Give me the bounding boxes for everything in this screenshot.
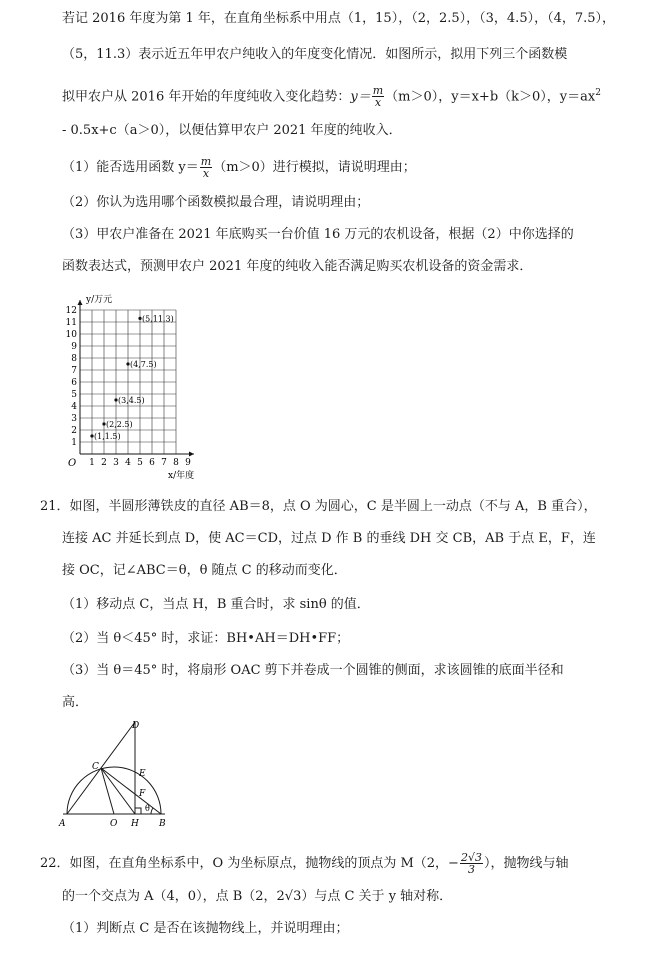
segment-CH (101, 768, 135, 814)
fraction-m-over-x (372, 85, 384, 108)
y-tick-label: 12 (65, 306, 77, 316)
fraction-numerator: m (372, 84, 384, 98)
income-scatter-graph (60, 292, 210, 487)
x-tick-label: 4 (125, 458, 131, 468)
angle-arc-theta (151, 808, 153, 814)
y-tick-label: 7 (71, 366, 77, 376)
q22-line-1-rest: ），抛物线与轴 (483, 856, 569, 871)
q20-part-3-line-2: 函数表达式，预测甲农户 2021 年度的纯收入能否满足购买农机设备的资金需求． (62, 259, 533, 274)
q22-line-1 (40, 852, 568, 875)
y-tick-label: 4 (71, 402, 77, 412)
q22-line-2: 的一个交点为 A（4，0），点 B（2，2√3）与点 C 关于 y 轴对称． (62, 889, 453, 904)
label-E: E (139, 769, 146, 779)
y-axis-label: y/万元 (86, 295, 113, 305)
segment-OC (101, 768, 114, 814)
label-O: O (110, 819, 118, 829)
graph-data-points (90, 314, 173, 441)
x-tick-label: 2 (101, 458, 107, 468)
x-axis-label: x/年度 (168, 471, 195, 481)
right-angle-mark (135, 808, 141, 814)
fraction-m-over-x (200, 156, 212, 179)
q21-part-3-line-2: 高． (62, 695, 89, 710)
q20-part-2: （2）你认为选用哪个函数模拟最合理，请说明理由； (62, 195, 370, 210)
q21-line-3: 接 OC，记∠ABC＝θ，θ 随点 C 的移动而变化． (62, 563, 347, 578)
y-tick-label: 3 (71, 414, 77, 424)
q20-line-2: （5，11.3）表示近五年甲农户纯收入的年度变化情况．如图所示，拟用下列三个函数模 (62, 47, 568, 62)
x-tick-label: 1 (89, 458, 95, 468)
label-A: A (59, 819, 66, 829)
fraction-denominator: x (202, 167, 210, 180)
segment-CB (101, 768, 161, 814)
q20-y-eq: y＝ (350, 89, 371, 105)
semicircle-figure (55, 716, 195, 836)
q20-line-3-rest: （m＞0），y＝x+b（k＞0），y＝ax (385, 89, 596, 105)
q21-part-2: （2）当 θ＜45° 时，求证：BH•AH＝DH•FF； (62, 631, 350, 646)
y-tick-label: 11 (65, 318, 77, 328)
x-tick-label: 6 (149, 458, 155, 468)
origin-label: O (68, 458, 77, 469)
q20-part-1-rest: （m＞0）进行模拟，请说明理由； (213, 160, 416, 175)
data-point-label: (1,1.5) (94, 432, 121, 441)
data-point-label: (5,11.3) (142, 314, 174, 324)
q20-part-1 (62, 156, 416, 179)
q20-part-3-line-1: （3）甲农户准备在 2021 年底购买一台价值 16 万元的农机设备，根据（2）中你选择的 (62, 227, 574, 242)
data-point-label: (4,7.5) (130, 360, 157, 369)
x-axis-arrow (189, 452, 194, 457)
label-D: D (132, 721, 140, 731)
q22-part-1: （1）判断点 C 是否在该抛物线上，并说明理由； (62, 921, 349, 936)
data-point-label: (3,4.5) (118, 396, 145, 405)
q21-line-2: 连接 AC 并延长到点 D，使 AC＝CD，过点 D 作 B 的垂线 DH 交 CB，AB 于点 E，F，连 (62, 531, 596, 546)
q20-line-3 (62, 84, 601, 108)
x-tick-label: 3 (113, 458, 119, 468)
q20-line-1: 若记 2016 年度为第 1 年，在直角坐标系中用点（1，15），（2，2.5），（3，4.5），（4，7.5）， (62, 11, 616, 26)
label-F: F (139, 789, 146, 799)
fraction-2root3-over-3 (460, 852, 483, 875)
y-axis-arrow (78, 300, 83, 305)
q20-part-1-text: （1）能否选用函数 y＝ (62, 160, 199, 175)
data-point-label: (2,2.5) (106, 420, 133, 429)
y-tick-label: 10 (65, 330, 77, 340)
x-tick-label: 5 (137, 458, 143, 468)
label-H: H (131, 819, 139, 829)
q22-line-1-text: 22．如图，在直角坐标系中，O 为坐标原点，抛物线的顶点为 M（2，− (40, 856, 459, 871)
q21-part-3-line-1: （3）当 θ＝45° 时，将扇形 OAC 剪下并卷成一个圆锥的侧面，求该圆锥的底面半径和 (62, 663, 564, 678)
q21-part-1: （1）移动点 C，当点 H，B 重合时，求 sinθ 的值． (62, 597, 370, 612)
y-tick-label: 5 (71, 390, 77, 400)
label-B: B (159, 819, 166, 829)
exponent: 2 (595, 88, 601, 98)
graph-tick-labels (66, 306, 192, 468)
label-C: C (92, 762, 99, 772)
q20-line-4: - 0.5x+c（a＞0），以便估算甲农户 2021 年度的纯收入． (62, 123, 402, 138)
x-tick-label: 9 (185, 458, 191, 468)
label-theta: θ (145, 804, 150, 813)
y-tick-label: 6 (71, 378, 77, 388)
fraction-denominator: x (374, 96, 382, 110)
x-tick-label: 8 (173, 458, 179, 468)
q21-line-1: 21．如图，半圆形薄铁皮的直径 AB＝8，点 O 为圆心，C 是半圆上一动点（不与 A，B 重合）， (40, 499, 597, 514)
x-tick-label: 7 (161, 458, 167, 468)
fraction-numerator: m (200, 155, 212, 168)
y-tick-label: 1 (71, 438, 77, 448)
fraction-denominator: 3 (467, 863, 475, 876)
y-tick-label: 2 (71, 426, 77, 436)
y-tick-label: 9 (71, 342, 77, 352)
y-tick-label: 8 (71, 354, 77, 364)
q20-line-3-text: 拟甲农户从 2016 年开始的年度纯收入变化趋势： (62, 89, 351, 105)
fraction-numerator: 2√3 (460, 851, 482, 864)
